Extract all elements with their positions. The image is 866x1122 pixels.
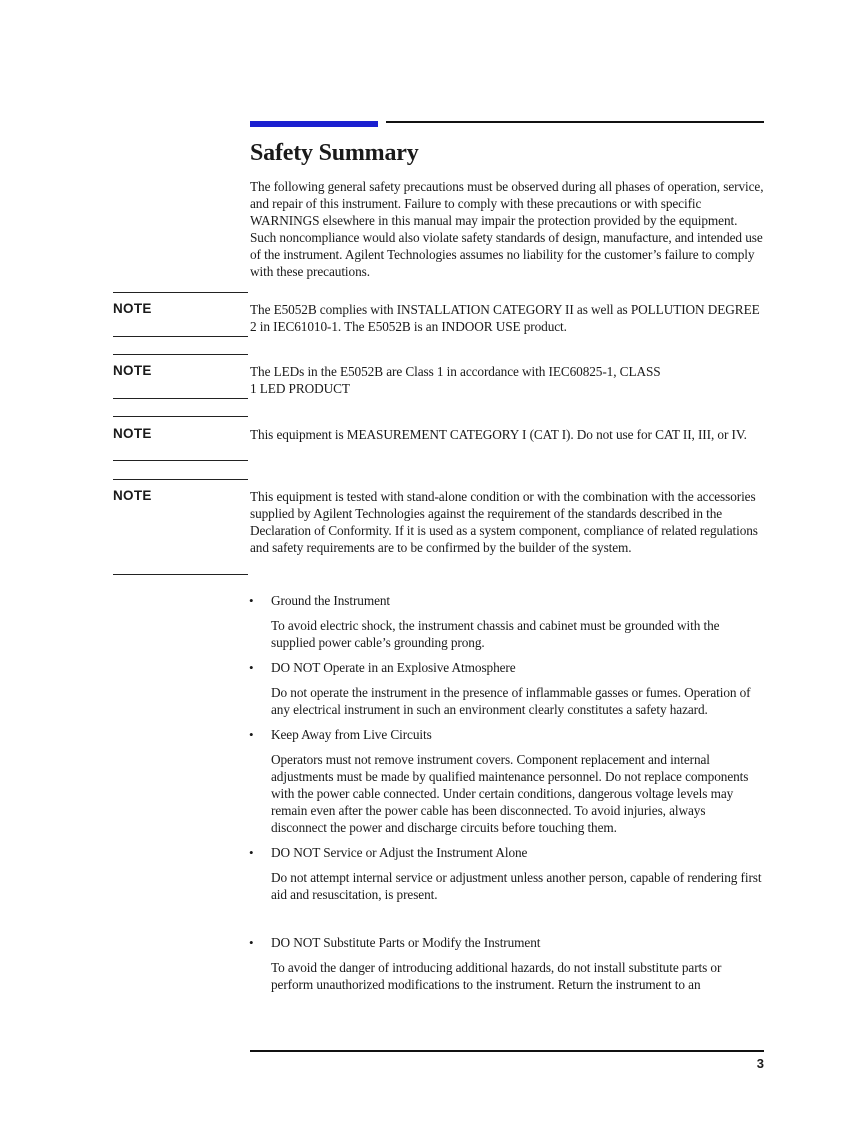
note-top-rule	[113, 479, 248, 480]
note-bottom-rule	[113, 398, 248, 399]
list-item	[248, 726, 768, 836]
header-rule	[386, 121, 764, 123]
bullet-heading: Ground the Instrument	[271, 593, 391, 608]
bullet-heading: DO NOT Substitute Parts or Modify the Instrument	[271, 935, 541, 950]
bullet-body: To avoid the danger of introducing additional hazards, do not install substitute parts or perform unauthorized modifications to the instrument. Return the instrument to an	[271, 960, 722, 992]
bullet-icon: •	[249, 935, 254, 950]
note-label: NOTE	[113, 488, 152, 503]
bullet-heading: Keep Away from Live Circuits	[271, 727, 432, 742]
header-accent-bar	[250, 121, 378, 127]
note-bottom-rule	[113, 574, 248, 575]
bullet-body: To avoid electric shock, the instrument chassis and cabinet must be grounded with the supplied power cable’s grounding prong.	[271, 618, 720, 650]
footer-rule	[250, 1050, 764, 1052]
list-item	[248, 934, 768, 993]
safety-precautions-list	[248, 592, 768, 993]
section-title: Safety Summary	[250, 140, 419, 166]
note-bottom-rule	[113, 460, 248, 461]
note-bottom-rule	[113, 336, 248, 337]
bullet-body: Do not operate the instrument in the presence of inflammable gasses or fumes. Operation of any electrical instrument in such an environment clearly constitutes a safety hazard.	[271, 685, 751, 717]
note-label: NOTE	[113, 426, 152, 441]
page-number: 3	[756, 1056, 764, 1071]
intro-paragraph: The following general safety precautions must be observed during all phases of operation, service, and repair of this instrument. Failure to comply with these precautions or with specific WARNINGS elsewhere in this manual may impair the protection provided by the equipment. Such noncompliance would also violate safety standards of design, manufacture, and intended use of the instrument. Agilent Technologies assumes no liability for the customer’s failure to comply with these precautions.	[250, 179, 764, 279]
note-text: The LEDs in the E5052B are Class 1 in accordance with IEC60825-1, CLASS 1 LED PRODUCT	[250, 364, 661, 396]
list-item	[248, 592, 768, 651]
bullet-heading: DO NOT Service or Adjust the Instrument Alone	[271, 845, 528, 860]
note-text: This equipment is MEASUREMENT CATEGORY I (CAT I). Do not use for CAT II, III, or IV.	[250, 427, 747, 442]
note-top-rule	[113, 292, 248, 293]
bullet-icon: •	[249, 660, 254, 675]
list-item	[248, 844, 768, 903]
note-top-rule	[113, 416, 248, 417]
bullet-icon: •	[249, 727, 254, 742]
bullet-heading: DO NOT Operate in an Explosive Atmosphere	[271, 660, 516, 675]
bullet-icon: •	[249, 845, 254, 860]
list-item	[248, 659, 768, 718]
note-text: This equipment is tested with stand-alone condition or with the combination with the accessories supplied by Agilent Technologies against the requirement of the standards described in the Declaration of Conformity. If it is used as a system component, compliance of related regulations and safety requirements are to be confirmed by the builder of the system.	[250, 489, 758, 555]
bullet-icon: •	[249, 593, 254, 608]
bullet-body: Operators must not remove instrument covers. Component replacement and internal adjustments must be made by qualified maintenance personnel. Do not replace components with the power cable connected. Under certain conditions, dangerous voltage levels may remain even after the power cable has been disconnected. To avoid injuries, always disconnect the power and discharge circuits before touching them.	[271, 752, 749, 835]
note-label: NOTE	[113, 363, 152, 378]
note-text: The E5052B complies with INSTALLATION CATEGORY II as well as POLLUTION DEGREE 2 in IEC61010-1. The E5052B is an INDOOR USE product.	[250, 302, 760, 334]
note-top-rule	[113, 354, 248, 355]
note-label: NOTE	[113, 301, 152, 316]
bullet-body: Do not attempt internal service or adjustment unless another person, capable of rendering first aid and resuscitation, is present.	[271, 870, 762, 902]
